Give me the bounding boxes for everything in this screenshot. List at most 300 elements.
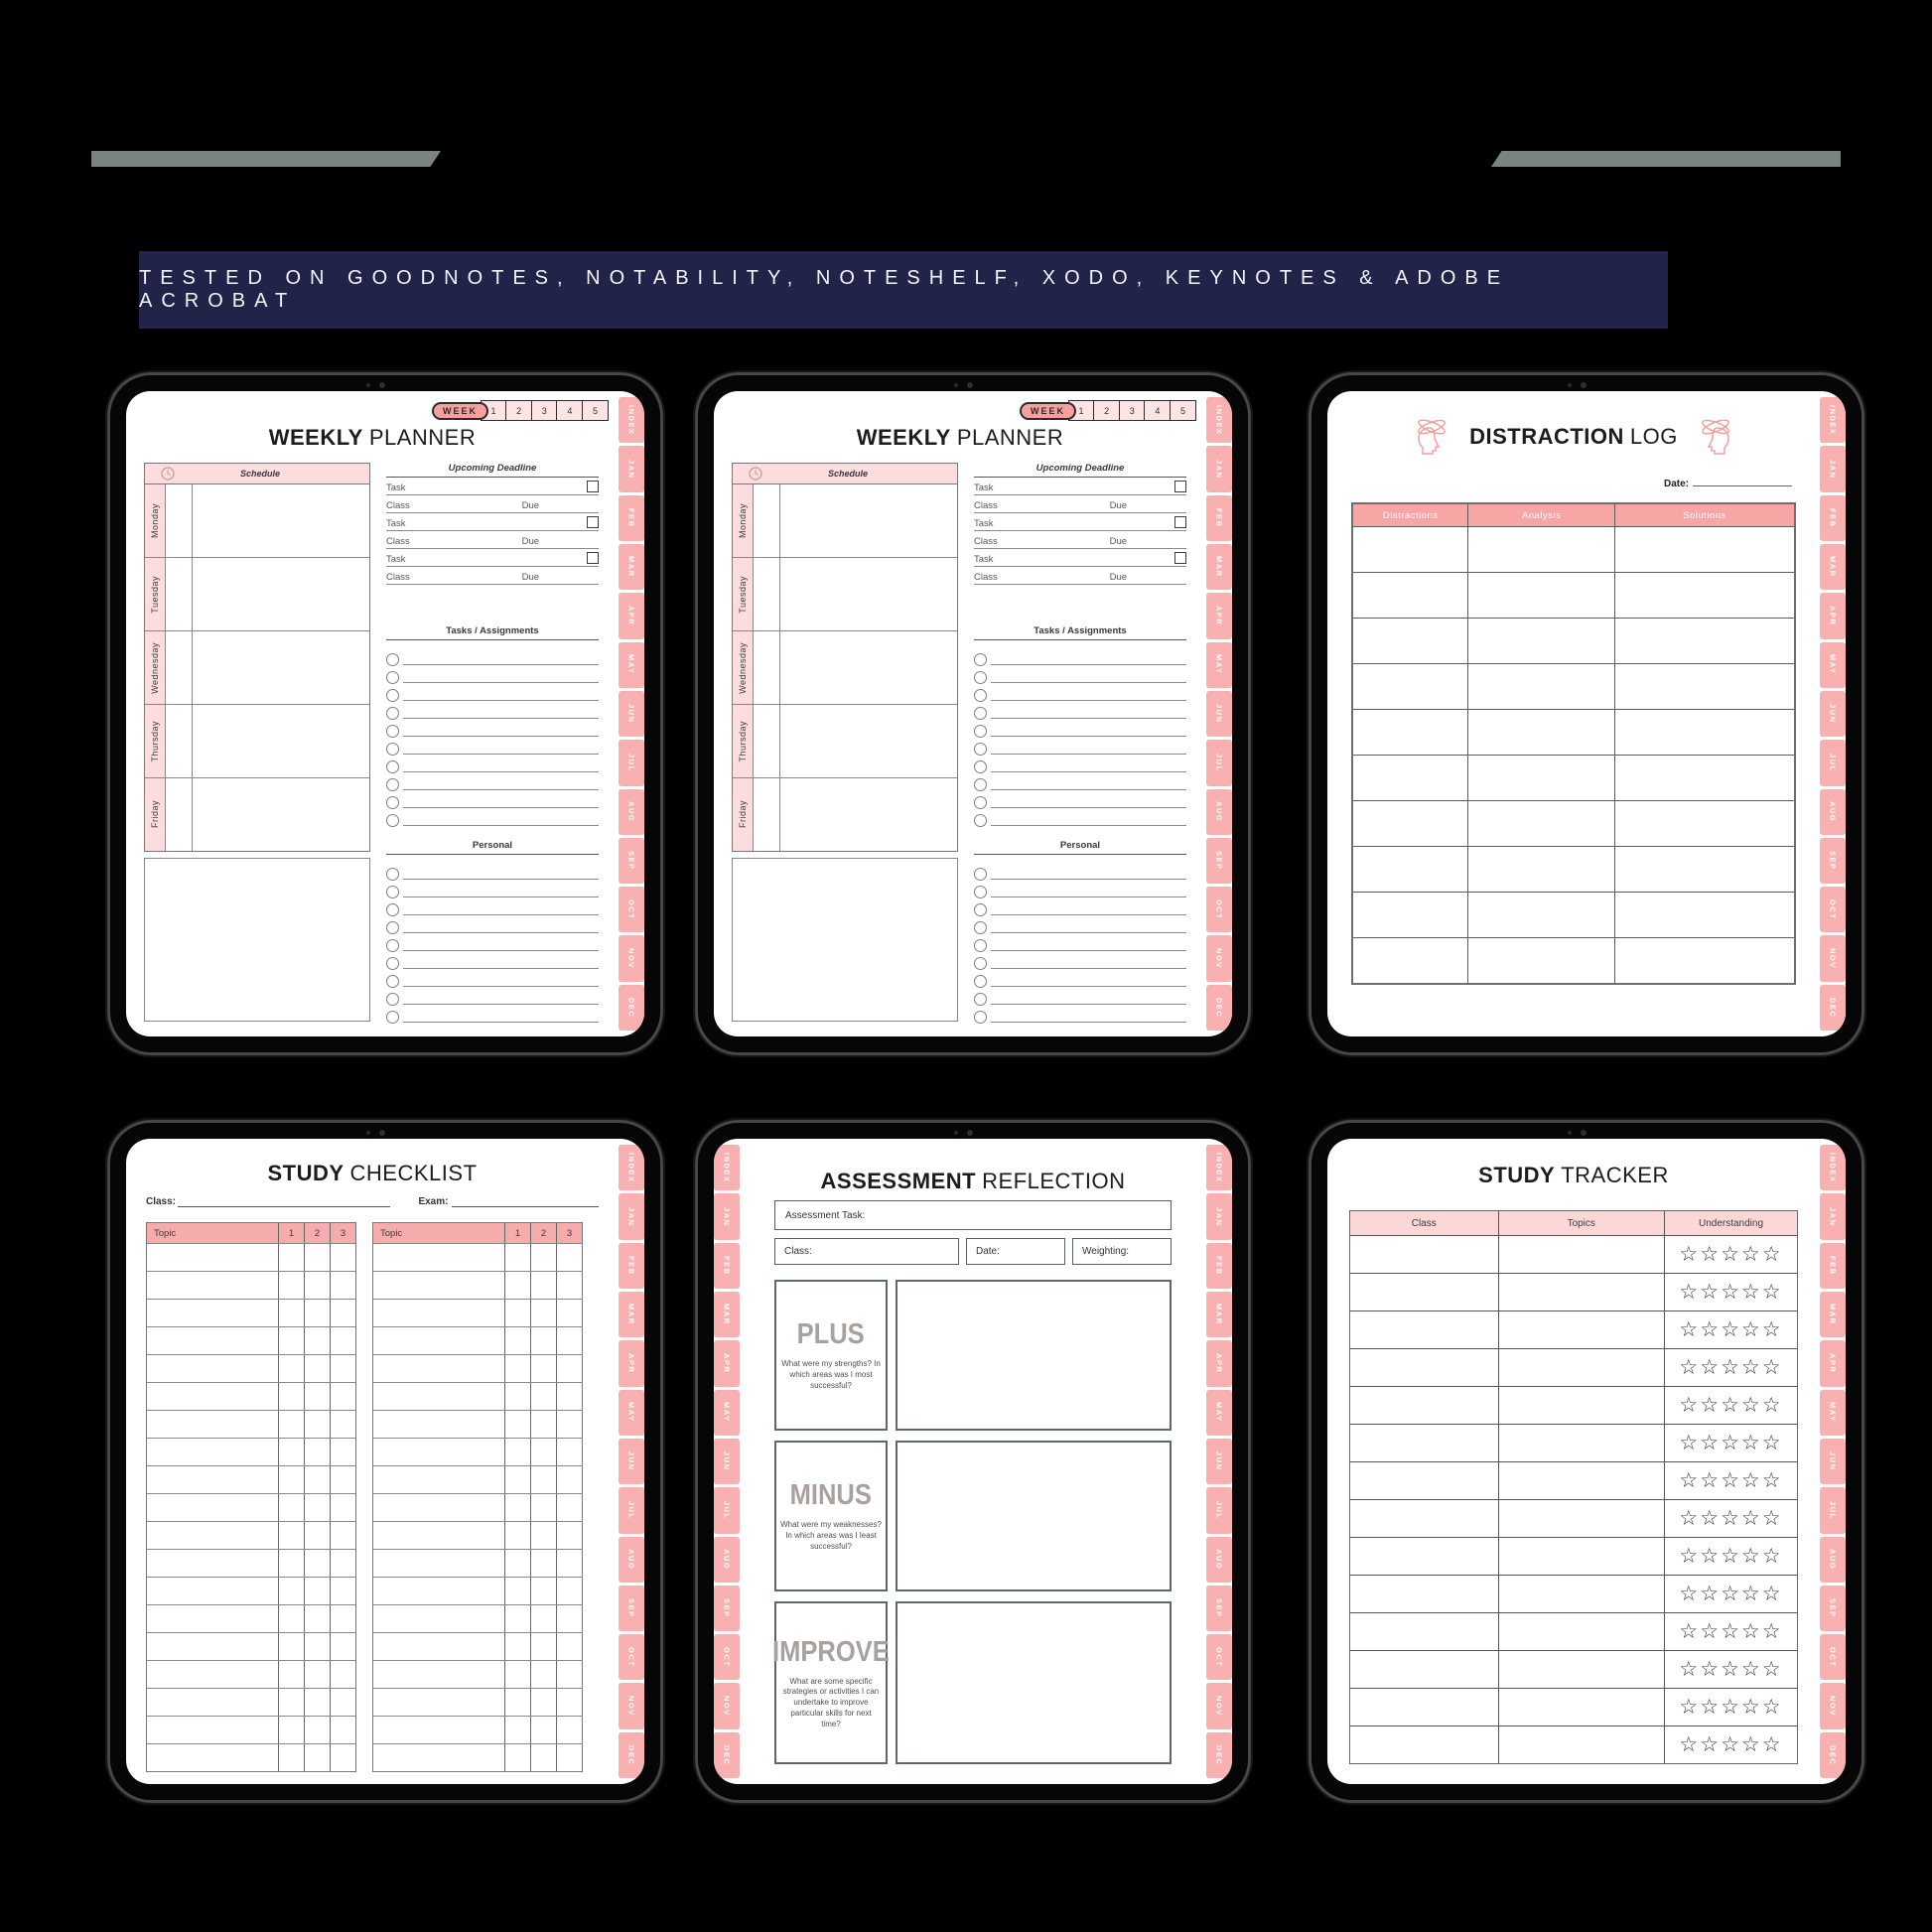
month-tab-jul[interactable] xyxy=(1820,1487,1846,1533)
month-tab-jul[interactable] xyxy=(619,1487,644,1533)
bullet-circle-icon[interactable] xyxy=(974,868,987,881)
table-cell[interactable] xyxy=(505,1355,531,1382)
table-cell[interactable] xyxy=(373,1605,505,1632)
topics-cell[interactable] xyxy=(1499,1387,1666,1424)
month-tab-jun[interactable] xyxy=(1820,1439,1846,1484)
table-cell[interactable] xyxy=(305,1327,331,1354)
table-cell[interactable] xyxy=(279,1578,305,1604)
table-cell[interactable] xyxy=(1353,847,1468,892)
month-tab-index[interactable] xyxy=(619,397,644,443)
topics-cell[interactable] xyxy=(1499,1349,1666,1386)
bullet-circle-icon[interactable] xyxy=(386,1011,399,1024)
bullet-circle-icon[interactable] xyxy=(386,689,399,702)
table-cell[interactable] xyxy=(147,1550,279,1577)
table-cell[interactable] xyxy=(331,1550,355,1577)
table-cell[interactable] xyxy=(505,1633,531,1660)
class-cell[interactable] xyxy=(1350,1349,1499,1386)
table-cell[interactable] xyxy=(147,1300,279,1326)
bullet-circle-icon[interactable] xyxy=(386,760,399,773)
table-cell[interactable] xyxy=(279,1717,305,1743)
section-answer-box[interactable] xyxy=(896,1280,1172,1431)
bullet-circle-icon[interactable] xyxy=(386,778,399,791)
month-tab-sep[interactable] xyxy=(1820,838,1846,884)
table-cell[interactable] xyxy=(1468,619,1615,663)
table-cell[interactable] xyxy=(531,1578,557,1604)
table-cell[interactable] xyxy=(557,1244,582,1271)
month-tab-may[interactable] xyxy=(714,1390,740,1436)
table-cell[interactable] xyxy=(373,1411,505,1438)
time-cell[interactable] xyxy=(166,705,193,777)
bullet-circle-icon[interactable] xyxy=(974,689,987,702)
list-item[interactable] xyxy=(974,773,1186,791)
month-tab-mar[interactable] xyxy=(619,544,644,590)
table-cell[interactable] xyxy=(331,1661,355,1688)
table-cell[interactable] xyxy=(505,1327,531,1354)
table-cell[interactable] xyxy=(373,1466,505,1493)
table-cell[interactable] xyxy=(305,1355,331,1382)
table-cell[interactable] xyxy=(1615,801,1794,846)
table-cell[interactable] xyxy=(505,1605,531,1632)
table-cell[interactable] xyxy=(305,1689,331,1716)
table-cell[interactable] xyxy=(557,1661,582,1688)
time-cell[interactable] xyxy=(754,778,780,851)
list-item[interactable] xyxy=(974,666,1186,684)
table-cell[interactable] xyxy=(331,1522,355,1549)
table-cell[interactable] xyxy=(331,1578,355,1604)
table-cell[interactable] xyxy=(373,1383,505,1410)
star-rating[interactable]: ☆☆☆☆☆ xyxy=(1679,1732,1783,1756)
table-cell[interactable] xyxy=(1353,938,1468,983)
schedule-cell[interactable] xyxy=(193,631,369,704)
bullet-circle-icon[interactable] xyxy=(974,653,987,666)
table-cell[interactable] xyxy=(305,1494,331,1521)
date-field[interactable]: Date: xyxy=(966,1238,1065,1265)
month-tab-aug[interactable] xyxy=(714,1537,740,1583)
month-tab-apr[interactable] xyxy=(1206,1340,1232,1386)
table-cell[interactable] xyxy=(373,1244,505,1271)
month-tab-jul[interactable] xyxy=(714,1487,740,1533)
bullet-circle-icon[interactable] xyxy=(974,671,987,684)
month-tab-sep[interactable] xyxy=(1206,1586,1232,1631)
table-cell[interactable] xyxy=(147,1411,279,1438)
table-cell[interactable] xyxy=(147,1578,279,1604)
month-tab-apr[interactable] xyxy=(1206,593,1232,638)
month-tab-dec[interactable] xyxy=(1820,985,1846,1031)
table-cell[interactable] xyxy=(557,1383,582,1410)
list-item[interactable] xyxy=(386,666,599,684)
table-cell[interactable] xyxy=(557,1522,582,1549)
month-tab-oct[interactable] xyxy=(1206,887,1232,932)
class-due-row[interactable]: Class Due xyxy=(974,567,1186,585)
list-item[interactable] xyxy=(974,702,1186,720)
class-line[interactable] xyxy=(178,1206,390,1207)
table-cell[interactable] xyxy=(505,1300,531,1326)
table-cell[interactable] xyxy=(331,1327,355,1354)
topics-cell[interactable] xyxy=(1499,1311,1666,1348)
month-tab-feb[interactable] xyxy=(619,1243,644,1289)
table-cell[interactable] xyxy=(279,1550,305,1577)
topics-cell[interactable] xyxy=(1499,1576,1666,1612)
table-cell[interactable] xyxy=(531,1550,557,1577)
table-cell[interactable] xyxy=(147,1327,279,1354)
month-tab-oct[interactable] xyxy=(714,1634,740,1680)
table-cell[interactable] xyxy=(331,1605,355,1632)
month-tab-may[interactable] xyxy=(1820,642,1846,688)
month-tab-nov[interactable] xyxy=(1820,1683,1846,1728)
topics-cell[interactable] xyxy=(1499,1500,1666,1537)
notes-box[interactable] xyxy=(732,858,958,1022)
list-item[interactable] xyxy=(974,970,1186,988)
list-item[interactable] xyxy=(974,720,1186,738)
month-tab-dec[interactable] xyxy=(714,1732,740,1778)
task-row[interactable]: Task xyxy=(974,478,1186,495)
class-cell[interactable] xyxy=(1350,1462,1499,1499)
topics-cell[interactable] xyxy=(1499,1236,1666,1273)
table-cell[interactable] xyxy=(331,1244,355,1271)
month-tab-aug[interactable] xyxy=(1820,1537,1846,1583)
month-tab-dec[interactable] xyxy=(619,985,644,1031)
table-cell[interactable] xyxy=(557,1439,582,1465)
table-cell[interactable] xyxy=(279,1633,305,1660)
table-cell[interactable] xyxy=(531,1689,557,1716)
table-cell[interactable] xyxy=(505,1466,531,1493)
list-item[interactable] xyxy=(386,720,599,738)
month-tab-nov[interactable] xyxy=(714,1683,740,1728)
schedule-cell[interactable] xyxy=(193,484,369,557)
bullet-circle-icon[interactable] xyxy=(974,796,987,809)
star-rating[interactable]: ☆☆☆☆☆ xyxy=(1679,1393,1783,1417)
task-row[interactable]: Task xyxy=(974,513,1186,531)
table-cell[interactable] xyxy=(505,1661,531,1688)
month-tab-may[interactable] xyxy=(619,642,644,688)
time-cell[interactable] xyxy=(754,558,780,630)
table-cell[interactable] xyxy=(1468,710,1615,755)
table-cell[interactable] xyxy=(557,1300,582,1326)
bullet-circle-icon[interactable] xyxy=(974,725,987,738)
list-item[interactable] xyxy=(974,952,1186,970)
table-cell[interactable] xyxy=(373,1272,505,1299)
week-number-2[interactable]: 2 xyxy=(505,400,532,421)
list-item[interactable] xyxy=(386,702,599,720)
topics-cell[interactable] xyxy=(1499,1651,1666,1688)
list-item[interactable] xyxy=(974,648,1186,666)
month-tab-apr[interactable] xyxy=(714,1340,740,1386)
table-cell[interactable] xyxy=(505,1689,531,1716)
week-pill[interactable]: WEEK xyxy=(1020,402,1076,420)
table-cell[interactable] xyxy=(331,1744,355,1771)
list-item[interactable] xyxy=(386,791,599,809)
bullet-circle-icon[interactable] xyxy=(386,957,399,970)
section-answer-box[interactable] xyxy=(896,1601,1172,1764)
table-cell[interactable] xyxy=(331,1300,355,1326)
month-tab-sep[interactable] xyxy=(1820,1586,1846,1631)
list-item[interactable] xyxy=(386,809,599,827)
table-cell[interactable] xyxy=(305,1605,331,1632)
table-cell[interactable] xyxy=(557,1717,582,1743)
week-number-2[interactable]: 2 xyxy=(1093,400,1120,421)
table-cell[interactable] xyxy=(279,1689,305,1716)
list-item[interactable] xyxy=(386,898,599,916)
table-cell[interactable] xyxy=(505,1744,531,1771)
bullet-circle-icon[interactable] xyxy=(974,903,987,916)
topics-cell[interactable] xyxy=(1499,1613,1666,1650)
table-cell[interactable] xyxy=(305,1300,331,1326)
table-cell[interactable] xyxy=(1468,801,1615,846)
star-rating[interactable]: ☆☆☆☆☆ xyxy=(1679,1317,1783,1341)
list-item[interactable] xyxy=(974,881,1186,898)
assessment-task-field[interactable]: Assessment Task: xyxy=(774,1200,1172,1230)
topics-cell[interactable] xyxy=(1499,1726,1666,1763)
table-cell[interactable] xyxy=(505,1411,531,1438)
time-cell[interactable] xyxy=(754,631,780,704)
table-cell[interactable] xyxy=(557,1327,582,1354)
table-cell[interactable] xyxy=(305,1383,331,1410)
class-due-row[interactable]: Class Due xyxy=(974,531,1186,549)
table-cell[interactable] xyxy=(505,1383,531,1410)
task-row[interactable]: Task xyxy=(386,549,599,567)
table-cell[interactable] xyxy=(279,1466,305,1493)
bullet-circle-icon[interactable] xyxy=(974,886,987,898)
table-cell[interactable] xyxy=(531,1355,557,1382)
week-number-5[interactable]: 5 xyxy=(1170,400,1196,421)
table-cell[interactable] xyxy=(505,1272,531,1299)
topics-cell[interactable] xyxy=(1499,1425,1666,1461)
table-cell[interactable] xyxy=(1468,573,1615,618)
week-number-1[interactable]: 1 xyxy=(481,400,507,421)
bullet-circle-icon[interactable] xyxy=(974,975,987,988)
list-item[interactable] xyxy=(386,881,599,898)
table-cell[interactable] xyxy=(1353,710,1468,755)
table-cell[interactable] xyxy=(373,1439,505,1465)
bullet-circle-icon[interactable] xyxy=(386,707,399,720)
bullet-circle-icon[interactable] xyxy=(974,1011,987,1024)
star-rating[interactable]: ☆☆☆☆☆ xyxy=(1679,1242,1783,1266)
bullet-circle-icon[interactable] xyxy=(386,814,399,827)
list-item[interactable] xyxy=(386,738,599,756)
table-cell[interactable] xyxy=(373,1550,505,1577)
table-cell[interactable] xyxy=(557,1466,582,1493)
list-item[interactable] xyxy=(974,809,1186,827)
bullet-circle-icon[interactable] xyxy=(386,993,399,1006)
table-cell[interactable] xyxy=(279,1439,305,1465)
month-tab-jan[interactable] xyxy=(1820,1193,1846,1239)
table-cell[interactable] xyxy=(279,1300,305,1326)
class-cell[interactable] xyxy=(1350,1689,1499,1725)
bullet-circle-icon[interactable] xyxy=(974,939,987,952)
list-item[interactable] xyxy=(974,916,1186,934)
table-cell[interactable] xyxy=(147,1689,279,1716)
bullet-circle-icon[interactable] xyxy=(974,778,987,791)
table-cell[interactable] xyxy=(557,1355,582,1382)
month-tab-nov[interactable] xyxy=(1820,935,1846,981)
month-tab-index[interactable] xyxy=(1206,1145,1232,1190)
table-cell[interactable] xyxy=(305,1272,331,1299)
schedule-cell[interactable] xyxy=(780,631,957,704)
month-tab-sep[interactable] xyxy=(714,1586,740,1631)
bullet-circle-icon[interactable] xyxy=(386,743,399,756)
table-cell[interactable] xyxy=(531,1744,557,1771)
table-cell[interactable] xyxy=(505,1522,531,1549)
bullet-circle-icon[interactable] xyxy=(386,921,399,934)
star-rating[interactable]: ☆☆☆☆☆ xyxy=(1679,1582,1783,1605)
table-cell[interactable] xyxy=(279,1494,305,1521)
month-tab-nov[interactable] xyxy=(619,1683,644,1728)
month-tab-index[interactable] xyxy=(1820,1145,1846,1190)
topics-cell[interactable] xyxy=(1499,1462,1666,1499)
list-item[interactable] xyxy=(974,791,1186,809)
bullet-circle-icon[interactable] xyxy=(386,653,399,666)
table-cell[interactable] xyxy=(147,1272,279,1299)
table-cell[interactable] xyxy=(557,1578,582,1604)
table-cell[interactable] xyxy=(305,1466,331,1493)
class-cell[interactable] xyxy=(1350,1311,1499,1348)
list-item[interactable] xyxy=(386,684,599,702)
month-tab-sep[interactable] xyxy=(619,1586,644,1631)
schedule-cell[interactable] xyxy=(193,705,369,777)
month-tab-jan[interactable] xyxy=(1820,446,1846,491)
list-item[interactable] xyxy=(386,934,599,952)
topics-cell[interactable] xyxy=(1499,1274,1666,1311)
table-cell[interactable] xyxy=(1353,619,1468,663)
class-due-row[interactable]: Class Due xyxy=(386,531,599,549)
table-cell[interactable] xyxy=(373,1717,505,1743)
table-cell[interactable] xyxy=(147,1744,279,1771)
month-tab-aug[interactable] xyxy=(1206,1537,1232,1583)
exam-line[interactable] xyxy=(452,1206,599,1207)
month-tab-jan[interactable] xyxy=(1206,446,1232,491)
month-tab-sep[interactable] xyxy=(1206,838,1232,884)
schedule-cell[interactable] xyxy=(780,778,957,851)
class-cell[interactable] xyxy=(1350,1538,1499,1575)
time-cell[interactable] xyxy=(754,705,780,777)
table-cell[interactable] xyxy=(147,1439,279,1465)
month-tab-feb[interactable] xyxy=(1820,1243,1846,1289)
table-cell[interactable] xyxy=(1353,756,1468,800)
month-tab-jun[interactable] xyxy=(1206,1439,1232,1484)
table-cell[interactable] xyxy=(147,1633,279,1660)
table-cell[interactable] xyxy=(531,1244,557,1271)
table-cell[interactable] xyxy=(331,1633,355,1660)
class-cell[interactable] xyxy=(1350,1651,1499,1688)
table-cell[interactable] xyxy=(331,1411,355,1438)
class-due-row[interactable]: Class Due xyxy=(386,567,599,585)
table-cell[interactable] xyxy=(1468,938,1615,983)
list-item[interactable] xyxy=(974,863,1186,881)
list-item[interactable] xyxy=(974,1006,1186,1024)
class-cell[interactable] xyxy=(1350,1613,1499,1650)
month-tab-jul[interactable] xyxy=(1820,740,1846,785)
bullet-circle-icon[interactable] xyxy=(386,671,399,684)
table-cell[interactable] xyxy=(373,1578,505,1604)
table-cell[interactable] xyxy=(305,1717,331,1743)
list-item[interactable] xyxy=(386,916,599,934)
month-tab-feb[interactable] xyxy=(714,1243,740,1289)
table-cell[interactable] xyxy=(147,1522,279,1549)
table-cell[interactable] xyxy=(373,1661,505,1688)
table-cell[interactable] xyxy=(557,1411,582,1438)
task-checkbox[interactable] xyxy=(587,552,599,564)
class-cell[interactable] xyxy=(1350,1576,1499,1612)
table-cell[interactable] xyxy=(531,1383,557,1410)
table-cell[interactable] xyxy=(279,1661,305,1688)
month-tab-oct[interactable] xyxy=(1820,887,1846,932)
month-tab-apr[interactable] xyxy=(1820,593,1846,638)
week-pill[interactable]: WEEK xyxy=(432,402,488,420)
table-cell[interactable] xyxy=(1353,664,1468,709)
class-due-row[interactable]: Class Due xyxy=(974,495,1186,513)
star-rating[interactable]: ☆☆☆☆☆ xyxy=(1679,1544,1783,1568)
month-tab-oct[interactable] xyxy=(1206,1634,1232,1680)
month-tab-jul[interactable] xyxy=(619,740,644,785)
table-cell[interactable] xyxy=(1353,893,1468,937)
table-cell[interactable] xyxy=(373,1633,505,1660)
table-cell[interactable] xyxy=(331,1439,355,1465)
month-tab-nov[interactable] xyxy=(1206,1683,1232,1728)
table-cell[interactable] xyxy=(1353,801,1468,846)
table-cell[interactable] xyxy=(531,1522,557,1549)
table-cell[interactable] xyxy=(373,1494,505,1521)
table-cell[interactable] xyxy=(1615,619,1794,663)
month-tab-may[interactable] xyxy=(1206,642,1232,688)
table-cell[interactable] xyxy=(147,1244,279,1271)
table-cell[interactable] xyxy=(531,1717,557,1743)
week-number-3[interactable]: 3 xyxy=(1119,400,1146,421)
table-cell[interactable] xyxy=(531,1272,557,1299)
schedule-cell[interactable] xyxy=(193,558,369,630)
month-tab-mar[interactable] xyxy=(1206,544,1232,590)
list-item[interactable] xyxy=(386,863,599,881)
table-cell[interactable] xyxy=(305,1661,331,1688)
table-cell[interactable] xyxy=(531,1300,557,1326)
table-cell[interactable] xyxy=(147,1355,279,1382)
table-cell[interactable] xyxy=(1615,573,1794,618)
table-cell[interactable] xyxy=(1615,893,1794,937)
star-rating[interactable]: ☆☆☆☆☆ xyxy=(1679,1468,1783,1492)
task-checkbox[interactable] xyxy=(1174,552,1186,564)
star-rating[interactable]: ☆☆☆☆☆ xyxy=(1679,1619,1783,1643)
month-tab-mar[interactable] xyxy=(619,1292,644,1337)
week-number-1[interactable]: 1 xyxy=(1068,400,1095,421)
month-tab-may[interactable] xyxy=(619,1390,644,1436)
table-cell[interactable] xyxy=(147,1466,279,1493)
table-cell[interactable] xyxy=(373,1689,505,1716)
table-cell[interactable] xyxy=(279,1327,305,1354)
table-cell[interactable] xyxy=(279,1272,305,1299)
month-tab-index[interactable] xyxy=(1206,397,1232,443)
month-tab-aug[interactable] xyxy=(619,789,644,835)
table-cell[interactable] xyxy=(557,1272,582,1299)
table-cell[interactable] xyxy=(557,1689,582,1716)
star-rating[interactable]: ☆☆☆☆☆ xyxy=(1679,1695,1783,1719)
table-cell[interactable] xyxy=(531,1661,557,1688)
task-checkbox[interactable] xyxy=(1174,481,1186,492)
weighting-field[interactable]: Weighting: xyxy=(1072,1238,1172,1265)
bullet-circle-icon[interactable] xyxy=(974,707,987,720)
week-number-4[interactable]: 4 xyxy=(556,400,583,421)
class-cell[interactable] xyxy=(1350,1726,1499,1763)
table-cell[interactable] xyxy=(279,1383,305,1410)
month-tab-oct[interactable] xyxy=(619,1634,644,1680)
month-tab-feb[interactable] xyxy=(1820,495,1846,541)
list-item[interactable] xyxy=(386,773,599,791)
list-item[interactable] xyxy=(974,934,1186,952)
table-cell[interactable] xyxy=(279,1244,305,1271)
table-cell[interactable] xyxy=(147,1605,279,1632)
table-cell[interactable] xyxy=(1353,527,1468,572)
class-cell[interactable] xyxy=(1350,1387,1499,1424)
table-cell[interactable] xyxy=(505,1550,531,1577)
section-answer-box[interactable] xyxy=(896,1441,1172,1591)
